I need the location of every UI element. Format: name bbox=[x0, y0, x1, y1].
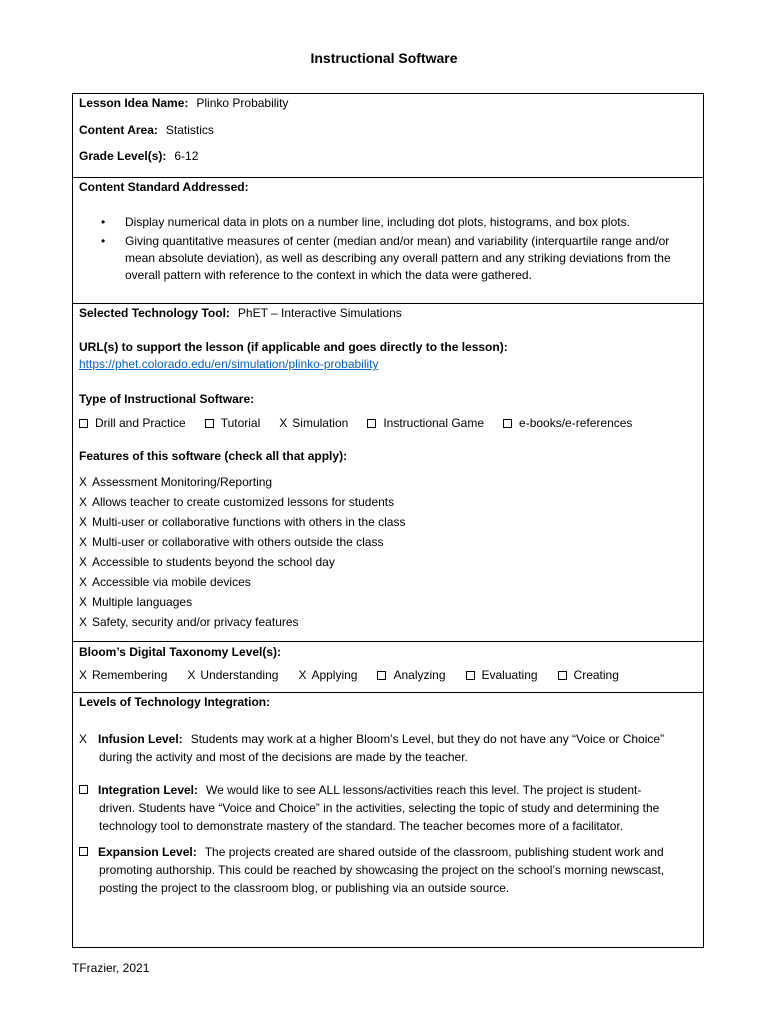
url-heading: URL(s) to support the lesson (if applicable and goes directly to the lesson): bbox=[79, 340, 508, 354]
standard-item: • Giving quantitative measures of center (median and/or mean) and variability (interquartile range and/or mean absolute deviation), as well as describing any overall pattern and any striking deviations from the overall pattern with reference to the context in which the data were gathered. bbox=[79, 233, 695, 284]
feature-label: Multi-user or collaborative functions with others in the class bbox=[92, 515, 406, 529]
x-check-icon[interactable]: X bbox=[79, 515, 88, 529]
infusion-level bbox=[79, 730, 695, 766]
technology-tool-section bbox=[73, 304, 703, 642]
bloom-label: Analyzing bbox=[393, 668, 446, 682]
bloom-label: Applying bbox=[311, 668, 358, 682]
x-check-icon[interactable]: X bbox=[79, 495, 88, 509]
x-check-icon[interactable]: X bbox=[79, 475, 88, 489]
blooms-options bbox=[79, 668, 639, 682]
feature-label: Multiple languages bbox=[92, 595, 193, 609]
x-check-icon[interactable]: X bbox=[79, 575, 88, 589]
feature-item[interactable] bbox=[79, 472, 405, 492]
checkbox-empty[interactable] bbox=[503, 419, 512, 428]
x-check-icon[interactable]: X bbox=[79, 535, 88, 549]
bloom-applying[interactable] bbox=[298, 668, 357, 682]
software-type-heading: Type of Instructional Software: bbox=[79, 392, 255, 406]
bloom-label: Understanding bbox=[200, 668, 279, 682]
expansion-level-title: Expansion Level: bbox=[98, 845, 197, 859]
standards-list bbox=[79, 214, 695, 286]
feature-label: Multi-user or collaborative with others outside the class bbox=[92, 535, 384, 549]
x-check-icon[interactable]: X bbox=[187, 668, 196, 682]
url-row bbox=[79, 357, 379, 371]
infusion-level-text-cont: during the activity and most of the decisions are made by the teacher. bbox=[99, 750, 468, 764]
lesson-info-section bbox=[73, 94, 703, 178]
feature-label: Safety, security and/or privacy features bbox=[92, 615, 299, 629]
lesson-name-label: Lesson Idea Name: bbox=[79, 96, 189, 110]
content-area-label: Content Area: bbox=[79, 123, 158, 137]
integration-level-title: Integration Level: bbox=[98, 783, 199, 797]
type-option-drill[interactable] bbox=[79, 416, 186, 430]
grade-level-value: 6-12 bbox=[174, 149, 199, 163]
x-check-icon[interactable]: X bbox=[79, 555, 88, 569]
bloom-evaluating[interactable] bbox=[466, 668, 538, 682]
bloom-remembering[interactable] bbox=[79, 668, 167, 682]
feature-item[interactable] bbox=[79, 492, 405, 512]
feature-item[interactable] bbox=[79, 572, 405, 592]
x-check-icon[interactable]: X bbox=[79, 732, 88, 746]
feature-item[interactable] bbox=[79, 592, 405, 612]
feature-item[interactable] bbox=[79, 512, 405, 532]
checkbox-empty[interactable] bbox=[205, 419, 214, 428]
integration-levels-section bbox=[73, 693, 703, 947]
feature-item[interactable] bbox=[79, 532, 405, 552]
infusion-level-title: Infusion Level: bbox=[98, 732, 183, 746]
integration-level-text-cont: driven. Students have “Voice and Choice” in the activities, selecting the topic of study and determining the technology tool to demonstrate mastery of the standard. The teacher becomes more of a facilitator. bbox=[99, 801, 660, 833]
type-option-label: Instructional Game bbox=[383, 416, 485, 430]
type-option-label: Drill and Practice bbox=[95, 416, 186, 430]
lesson-name-row bbox=[79, 96, 288, 110]
x-check-icon[interactable]: X bbox=[79, 595, 88, 609]
footer-author: TFrazier, 2021 bbox=[72, 961, 150, 975]
expansion-level bbox=[79, 843, 695, 897]
x-check-icon[interactable]: X bbox=[79, 615, 88, 629]
expansion-level-text-cont: promoting authorship. This could be reached by showcasing the project on the school’s morning newscast, posting the project to the classroom blog, or publishing via an outside source. bbox=[99, 863, 665, 895]
lesson-name-value: Plinko Probability bbox=[196, 96, 289, 110]
integration-level-text: We would like to see ALL lessons/activities reach this level. The project is student- bbox=[206, 783, 642, 797]
features-heading: Features of this software (check all that apply): bbox=[79, 449, 348, 463]
type-option-label: Tutorial bbox=[220, 416, 261, 430]
bloom-analyzing[interactable] bbox=[377, 668, 445, 682]
feature-item[interactable] bbox=[79, 612, 405, 632]
tool-row bbox=[79, 306, 402, 320]
feature-label: Accessible to students beyond the school day bbox=[92, 555, 335, 569]
bloom-label: Evaluating bbox=[481, 668, 538, 682]
page-title: Instructional Software bbox=[310, 50, 458, 66]
checkbox-empty[interactable] bbox=[466, 671, 475, 680]
feature-item[interactable] bbox=[79, 552, 405, 572]
type-option-tutorial[interactable] bbox=[205, 416, 261, 430]
checkbox-empty[interactable] bbox=[79, 847, 88, 856]
integration-level bbox=[79, 781, 695, 835]
integration-heading: Levels of Technology Integration: bbox=[79, 695, 271, 709]
lesson-form-table bbox=[72, 93, 704, 948]
tool-value: PhET – Interactive Simulations bbox=[237, 306, 402, 320]
software-type-options bbox=[79, 416, 651, 430]
bloom-creating[interactable] bbox=[558, 668, 619, 682]
type-option-simulation[interactable] bbox=[279, 416, 348, 430]
blooms-heading: Bloom’s Digital Taxonomy Level(s): bbox=[79, 645, 282, 659]
x-check-icon[interactable]: X bbox=[298, 668, 307, 682]
expansion-level-text: The projects created are shared outside of the classroom, publishing student work and bbox=[204, 845, 664, 859]
bloom-label: Creating bbox=[573, 668, 619, 682]
bloom-understanding[interactable] bbox=[187, 668, 278, 682]
content-standard-heading: Content Standard Addressed: bbox=[79, 180, 249, 194]
feature-label: Accessible via mobile devices bbox=[92, 575, 251, 589]
checkbox-empty[interactable] bbox=[79, 785, 88, 794]
type-option-label: e-books/e-references bbox=[519, 416, 633, 430]
type-option-label: Simulation bbox=[292, 416, 349, 430]
features-list bbox=[79, 472, 405, 632]
standard-item: • Display numerical data in plots on a number line, including dot plots, histograms, and box plots. bbox=[79, 214, 695, 231]
feature-label: Allows teacher to create customized lessons for students bbox=[92, 495, 395, 509]
infusion-level-text: Students may work at a higher Bloom’s Level, but they do not have any “Voice or Choice” bbox=[190, 732, 665, 746]
feature-label: Assessment Monitoring/Reporting bbox=[92, 475, 273, 489]
checkbox-empty[interactable] bbox=[367, 419, 376, 428]
lesson-url-link[interactable]: https://phet.colorado.edu/en/simulation/plinko-probability bbox=[79, 357, 379, 371]
grade-level-row bbox=[79, 149, 198, 163]
type-option-ebooks[interactable] bbox=[503, 416, 632, 430]
blooms-taxonomy-section bbox=[73, 642, 703, 693]
grade-level-label: Grade Level(s): bbox=[79, 149, 167, 163]
content-area-value: Statistics bbox=[165, 123, 214, 137]
x-check-icon[interactable]: X bbox=[79, 668, 88, 682]
type-option-game[interactable] bbox=[367, 416, 484, 430]
bloom-label: Remembering bbox=[92, 668, 168, 682]
checkbox-empty[interactable] bbox=[79, 419, 88, 428]
checkbox-empty[interactable] bbox=[558, 671, 567, 680]
checkbox-empty[interactable] bbox=[377, 671, 386, 680]
content-area-row bbox=[79, 123, 214, 137]
tool-label: Selected Technology Tool: bbox=[79, 306, 230, 320]
content-standard-section bbox=[73, 178, 703, 304]
x-check-icon[interactable]: X bbox=[279, 416, 288, 430]
